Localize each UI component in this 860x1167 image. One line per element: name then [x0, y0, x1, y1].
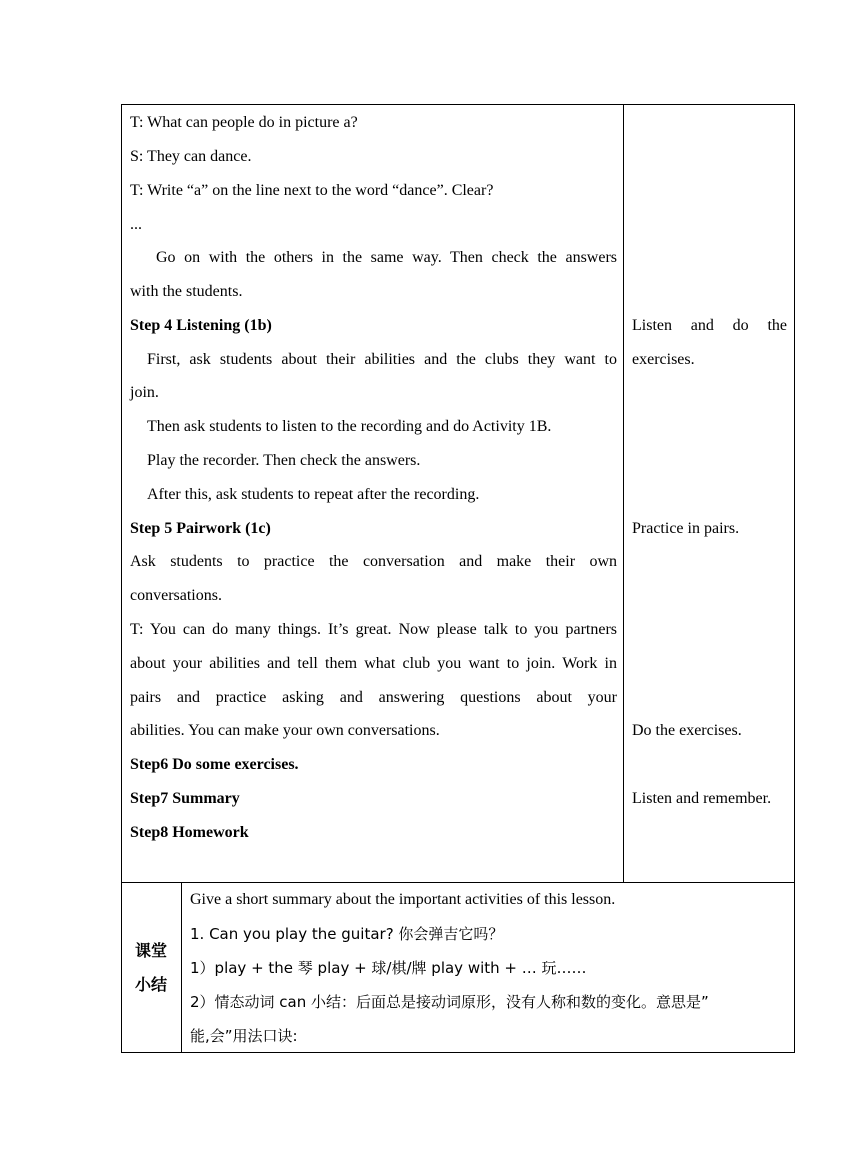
text-line: Then ask students to listen to the recording and do Activity 1B. [147, 418, 552, 435]
column-divider-upper [623, 104, 624, 883]
text-line: S: They can dance. [130, 148, 252, 165]
text-line: 能,会”用法口诀: [190, 1027, 298, 1045]
step-heading: Step 5 Pairwork (1c) [130, 520, 271, 537]
text-line: Play the recorder. Then check the answers. [147, 452, 421, 469]
text-line: 1. Can you play the guitar? 你会弹吉它吗？ [190, 925, 504, 943]
text-line: Go on with the others in the same way. Then check the answers [156, 249, 617, 266]
text-line: abilities. You can make your own conversations. [130, 722, 440, 739]
step-heading: Step8 Homework [130, 824, 249, 841]
text-line: join. [130, 384, 159, 401]
text-line: Give a short summary about the important activities of this lesson. [190, 891, 616, 908]
text-line: about your abilities and tell them what club you want to join. Work in [130, 655, 617, 672]
summary-label: 小结 [135, 975, 168, 994]
text-line: Do the exercises. [632, 722, 742, 739]
text-line: 1）play + the 琴 play + 球/棋/牌 play with + … 玩…… [190, 959, 587, 977]
text-line: T: What can people do in picture a? [130, 114, 358, 131]
lesson-table [121, 104, 795, 1053]
text-line: with the students. [130, 283, 243, 300]
text-line: ... [130, 216, 142, 233]
text-line: Listen and remember. [632, 790, 772, 807]
text-line: T: You can do many things. It’s great. Now please talk to you partners [130, 621, 617, 638]
step-heading: Step6 Do some exercises. [130, 756, 299, 773]
text-line: conversations. [130, 587, 222, 604]
row-divider [121, 882, 795, 883]
text-line: pairs and practice asking and answering questions about your [130, 689, 617, 706]
text-line: Practice in pairs. [632, 520, 740, 537]
summary-label: 课堂 [135, 941, 168, 960]
text-line: After this, ask students to repeat after the recording. [147, 486, 480, 503]
step-heading: Step7 Summary [130, 790, 240, 807]
text-line: 2）情态动词 can 小结：后面总是接动词原形，没有人称和数的变化。意思是” [190, 993, 709, 1011]
text-line: Ask students to practice the conversation and make their own [130, 553, 617, 570]
text-line: First, ask students about their abilities and the clubs they want to [147, 351, 617, 368]
text-line: Listen and do the [632, 317, 787, 334]
text-line: exercises. [632, 351, 695, 368]
column-divider-lower [181, 882, 182, 1053]
text-line: T: Write “a” on the line next to the word “dance”. Clear? [130, 182, 494, 199]
step-heading: Step 4 Listening (1b) [130, 317, 272, 334]
